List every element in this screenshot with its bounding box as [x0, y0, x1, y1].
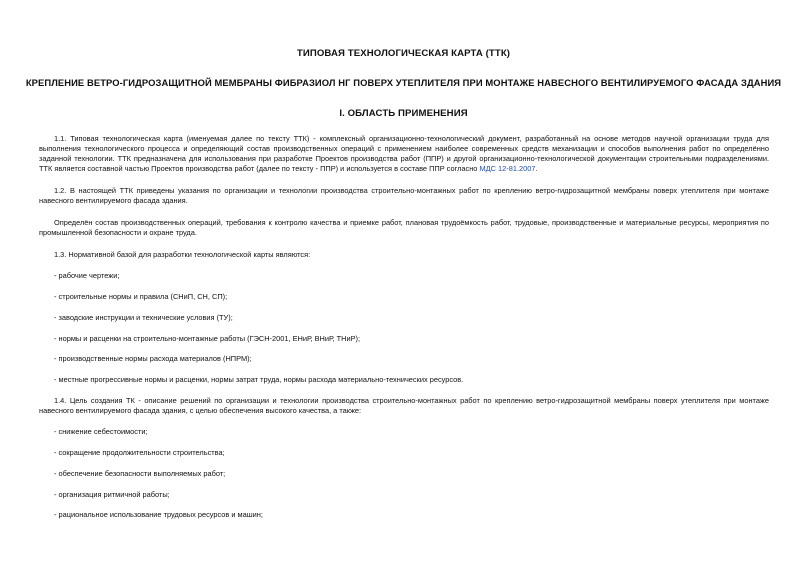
paragraph-1-1-end: . — [535, 163, 538, 173]
list-item: - рабочие чертежи; — [54, 271, 120, 280]
paragraph-1-2b — [39, 218, 769, 238]
paragraph-1-3-text: 1.3. Нормативной базой для разработки технологической карты являются: — [54, 250, 311, 259]
section-title: I. ОБЛАСТЬ ПРИМЕНЕНИЯ — [339, 108, 468, 119]
list-item: - сокращение продолжительности строительства; — [54, 448, 225, 457]
paragraph-1-2b-text: Определён состав производственных операций, требования к контролю качества и приемке работ, плановая трудоёмкость работ, трудовые, производственные и материальные ресурсы, мероприятия по промышленной безопасности и охране труда. — [39, 218, 769, 237]
paragraph-1-3 — [39, 250, 769, 260]
list-item: - рациональное использование трудовых ресурсов и машин; — [54, 510, 263, 519]
list-item: - организация ритмичной работы; — [54, 490, 170, 499]
paragraph-1-1-text: 1.1. Типовая технологическая карта (именуемая далее по тексту ТТК) - комплексный организационно-технологический документ, разработанный на основе методов научной организации труда для выполнения технологического процесса и определяющий состав производственных операций с применением наиболее современных средств механизации и способов выполнения работ по определённо заданной технологии. ТТК предназначена для использования при разработке Проектов производства работ (ППР) и другой организационно-технологической документации строительными подразделениями. ТТК является составной частью Проектов производства работ (далее по тексту - ППР) и используется в составе ППР согласно — [39, 134, 769, 173]
document-subtitle: КРЕПЛЕНИЕ ВЕТРО-ГИДРОЗАЩИТНОЙ МЕМБРАНЫ ФИБРАЗИОЛ НГ ПОВЕРХ УТЕПЛИТЕЛЯ ПРИ МОНТАЖЕ НАВЕСНОГО ВЕНТИЛИРУЕМОГО ФАСАДА ЗДАНИЯ — [25, 77, 782, 88]
paragraph-1-4-text: 1.4. Цель создания ТК - описание решений по организации и технологии производства строительно-монтажных работ по креплению ветро-гидрозащитной мембраны поверх утеплителя при монтаже навесного вентилируемого фасада здания, с целью обеспечения высокого качества, а также: — [39, 396, 769, 415]
list-item: - строительные нормы и правила (СНиП, СН, СП); — [54, 292, 228, 301]
paragraph-1-2 — [39, 186, 769, 206]
paragraph-1-1 — [39, 134, 769, 174]
paragraph-1-2-text: 1.2. В настоящей ТТК приведены указания по организации и технологии производства строительно-монтажных работ по креплению ветро-гидрозащитной мембраны поверх утеплителя при монтаже навесного вентилируемого фасада здания. — [39, 186, 769, 205]
mds-link[interactable]: МДС 12-81.2007 — [479, 163, 536, 173]
list-item: - местные прогрессивные нормы и расценки, нормы затрат труда, нормы расхода материально-технических ресурсов. — [54, 375, 464, 384]
list-item: - производственные нормы расхода материалов (НПРМ); — [54, 354, 252, 363]
paragraph-1-4 — [39, 396, 769, 416]
list-item: - заводские инструкции и технические условия (ТУ); — [54, 313, 233, 322]
document-title: ТИПОВАЯ ТЕХНОЛОГИЧЕСКАЯ КАРТА (ТТК) — [296, 48, 511, 59]
list-item: - обеспечение безопасности выполняемых работ; — [54, 469, 226, 478]
list-item: - нормы и расценки на строительно-монтажные работы (ГЭСН-2001, ЕНиР, ВНиР, ТНиР); — [54, 334, 361, 343]
list-item: - снижение себестоимости; — [54, 427, 148, 436]
